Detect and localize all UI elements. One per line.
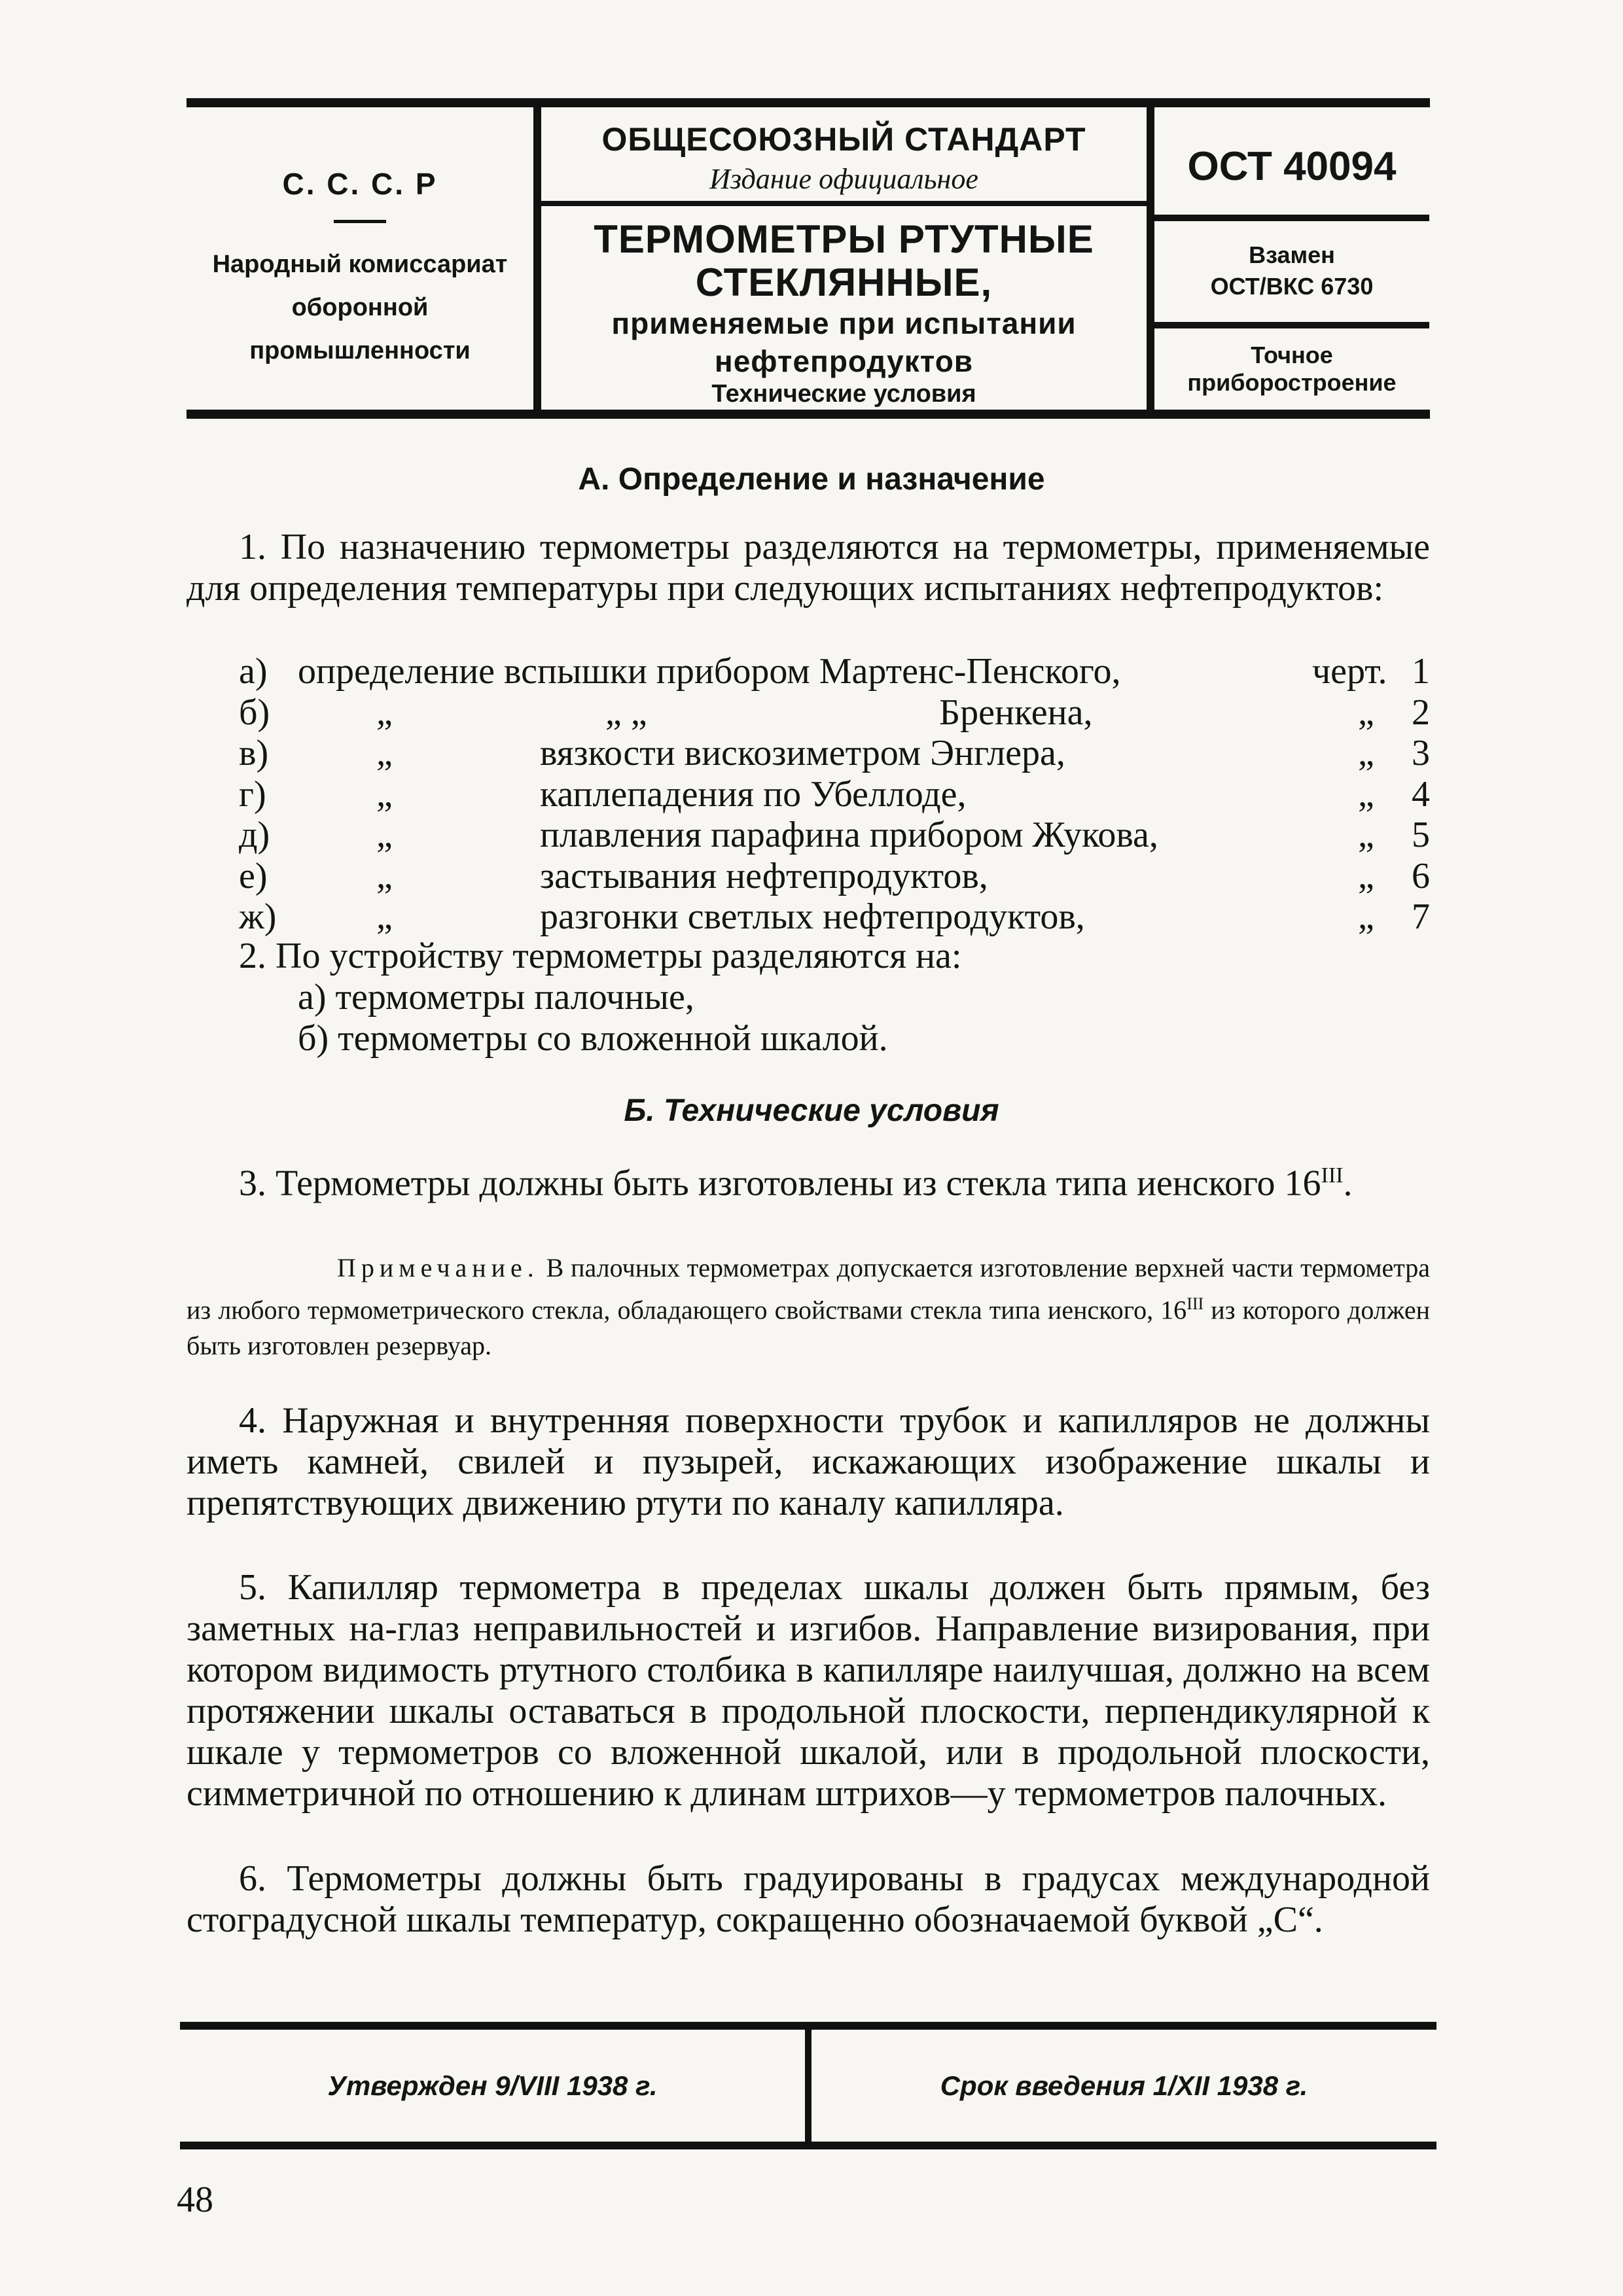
page-number: 48 — [177, 2180, 213, 2220]
list-item-ref: „ — [1358, 896, 1374, 937]
list-item-ref: „ — [1358, 733, 1374, 773]
note-text-2: из которого должен быть изготовлен резервуар. — [187, 1295, 1431, 1361]
list-item-ditto: „ — [376, 733, 393, 773]
list-item-ditto: „ — [376, 815, 393, 855]
list-item-num: 3 — [1412, 733, 1430, 773]
tech-conditions-label: Технические условия — [711, 380, 976, 408]
group-line-1: Точное — [1251, 342, 1333, 368]
list-item-letter: д) — [239, 815, 270, 855]
commissariat-line-1: Народный комиссариат — [212, 251, 508, 278]
title-column — [541, 107, 1147, 410]
list-item-num: 5 — [1412, 815, 1430, 855]
header-divider-left — [533, 107, 541, 410]
list-item-letter: а) — [239, 651, 268, 692]
note-label: Примечание. — [337, 1253, 539, 1282]
paragraph-3-text: 3. Термометры должны быть изготовлены из стекла типа иенского 16 — [239, 1163, 1321, 1204]
list-item-text: Бренкена, — [939, 692, 1093, 733]
list-item-ditto-2: „ „ — [605, 692, 647, 733]
list-item-letter: ж) — [239, 896, 277, 937]
note-sup: III — [1186, 1294, 1204, 1313]
list-item-text: застывания нефтепродуктов, — [540, 855, 988, 896]
list-item-ref: черт. — [1312, 651, 1387, 692]
effective-date: Срок введения 1/XII 1938 г. — [940, 2070, 1308, 2101]
divider-dash — [334, 220, 386, 223]
section-b-title: Б. Технические условия — [624, 1093, 999, 1128]
header-divider-right — [1147, 107, 1154, 410]
code-column — [1154, 107, 1429, 410]
paragraph-6: 6. Термометры должны быть градуированы в градусах международной стоградусной шкалы температур, сокращенно обозначаемой буквой „С“. — [187, 1858, 1430, 1940]
standard-header — [187, 98, 1430, 419]
list-item-ref: „ — [1358, 855, 1374, 896]
commissariat-line-2: оборонной — [291, 294, 429, 321]
note-block — [187, 1250, 1430, 1364]
list-item-letter: б) — [239, 692, 270, 733]
list-item-letter: е) — [239, 855, 268, 896]
replaces-block — [1211, 239, 1374, 302]
doc-title-line-1: ТЕРМОМЕТРЫ РТУТНЫЕ — [594, 217, 1094, 261]
paragraph-3-sup: III — [1321, 1163, 1344, 1188]
list-item-text: каплепадения по Убеллоде, — [540, 773, 967, 815]
commissariat-line-3: промышленности — [249, 337, 471, 364]
approved-date: Утвержден 9/VIII 1938 г. — [327, 2070, 658, 2101]
paragraph-4: 4. Наружная и внутренняя поверхности трубок и капилляров не должны иметь камней, свилей и пузырей, искажающих изображение шкалы и препятствующих движению ртути по каналу капилляра. — [187, 1400, 1430, 1523]
paragraph-1: 1. По назначению термометры разделяются на термометры, применяемые для определения температуры при следующих испытаниях нефтепродуктов: — [187, 527, 1430, 609]
note-text-1: В палочных термометрах допускается изготовление верхней части термометра из любого термометрического стекла, обладающего свойствами стекла типа иенского, 16 — [187, 1253, 1430, 1325]
paragraph-3-dot: . — [1343, 1163, 1353, 1204]
code-rule-1 — [1154, 215, 1429, 221]
section-a-title: А. Определение и назначение — [578, 462, 1045, 497]
paragraph-2-text: 2. По устройству термометры разделяются на: — [239, 936, 962, 976]
list-item-ditto: „ — [376, 896, 393, 937]
list-item-text: разгонки светлых нефтепродуктов, — [540, 896, 1085, 937]
issuer-column — [187, 107, 533, 410]
industry-group — [1187, 342, 1396, 397]
ost-code: ОСТ 40094 — [1187, 144, 1397, 189]
list-item-ref: „ — [1358, 692, 1374, 733]
paragraph-5: 5. Капилляр термометра в пределах шкалы должен быть прямым, без заметных на-глаз неправильностей и изгибов. Направление визирования, при котором видимость ртутного столбика в капилляре наилучшая, должно на всем протяжении шкалы оставаться в продольной плоскости, перпендикулярной к шкале у термометров со вложенной шкалой, или в продольной плоскости, симметричной по отношению к длинам штрихов—у термометров палочных. — [187, 1567, 1430, 1814]
approval-footer — [180, 2022, 1436, 2149]
doc-subtitle-line-1: применяемые при испытании — [611, 306, 1077, 340]
doc-subtitle-line-2: нефтепродуктов — [714, 344, 974, 378]
list-item-letter: г) — [239, 773, 266, 815]
list-item-text: вязкости вискозиметром Энглера, — [540, 733, 1065, 773]
list-item-ref: „ — [1358, 773, 1374, 815]
footer-divider — [805, 2030, 812, 2142]
list-item-text: определение вспышки прибором Мартенс-Пенского, — [298, 651, 1121, 692]
paragraph-3 — [187, 1155, 1430, 1205]
list-item-ditto: „ — [376, 855, 393, 896]
country-label: С. С. С. Р — [282, 167, 438, 201]
list-item-num: 2 — [1412, 692, 1430, 733]
doc-title-line-2: СТЕКЛЯННЫЕ, — [695, 260, 993, 304]
list-item-text: плавления парафина прибором Жукова, — [540, 815, 1158, 855]
type-b-text: б) термометры со вложенной шкалой. — [298, 1018, 888, 1059]
code-rule-2 — [1154, 322, 1429, 328]
type-a-text: а) термометры палочные, — [298, 977, 694, 1017]
list-item-ref: „ — [1358, 815, 1374, 855]
list-item-letter: в) — [239, 733, 269, 773]
replaces-label: Взамен — [1249, 241, 1335, 268]
group-line-2: приборостроение — [1187, 369, 1397, 396]
list-item-num: 4 — [1412, 773, 1430, 815]
title-rule — [541, 201, 1147, 206]
list-item-num: 7 — [1412, 896, 1430, 937]
list-item-ditto: „ — [376, 692, 393, 733]
edition-label: Издание официальное — [709, 163, 978, 195]
standard-type: ОБЩЕСОЮЗНЫЙ СТАНДАРТ — [601, 121, 1086, 158]
replaces-code: ОСТ/ВКС 6730 — [1210, 273, 1374, 300]
list-item-num: 6 — [1412, 855, 1430, 896]
list-item-ditto: „ — [376, 773, 393, 815]
list-item-num: 1 — [1412, 651, 1430, 692]
